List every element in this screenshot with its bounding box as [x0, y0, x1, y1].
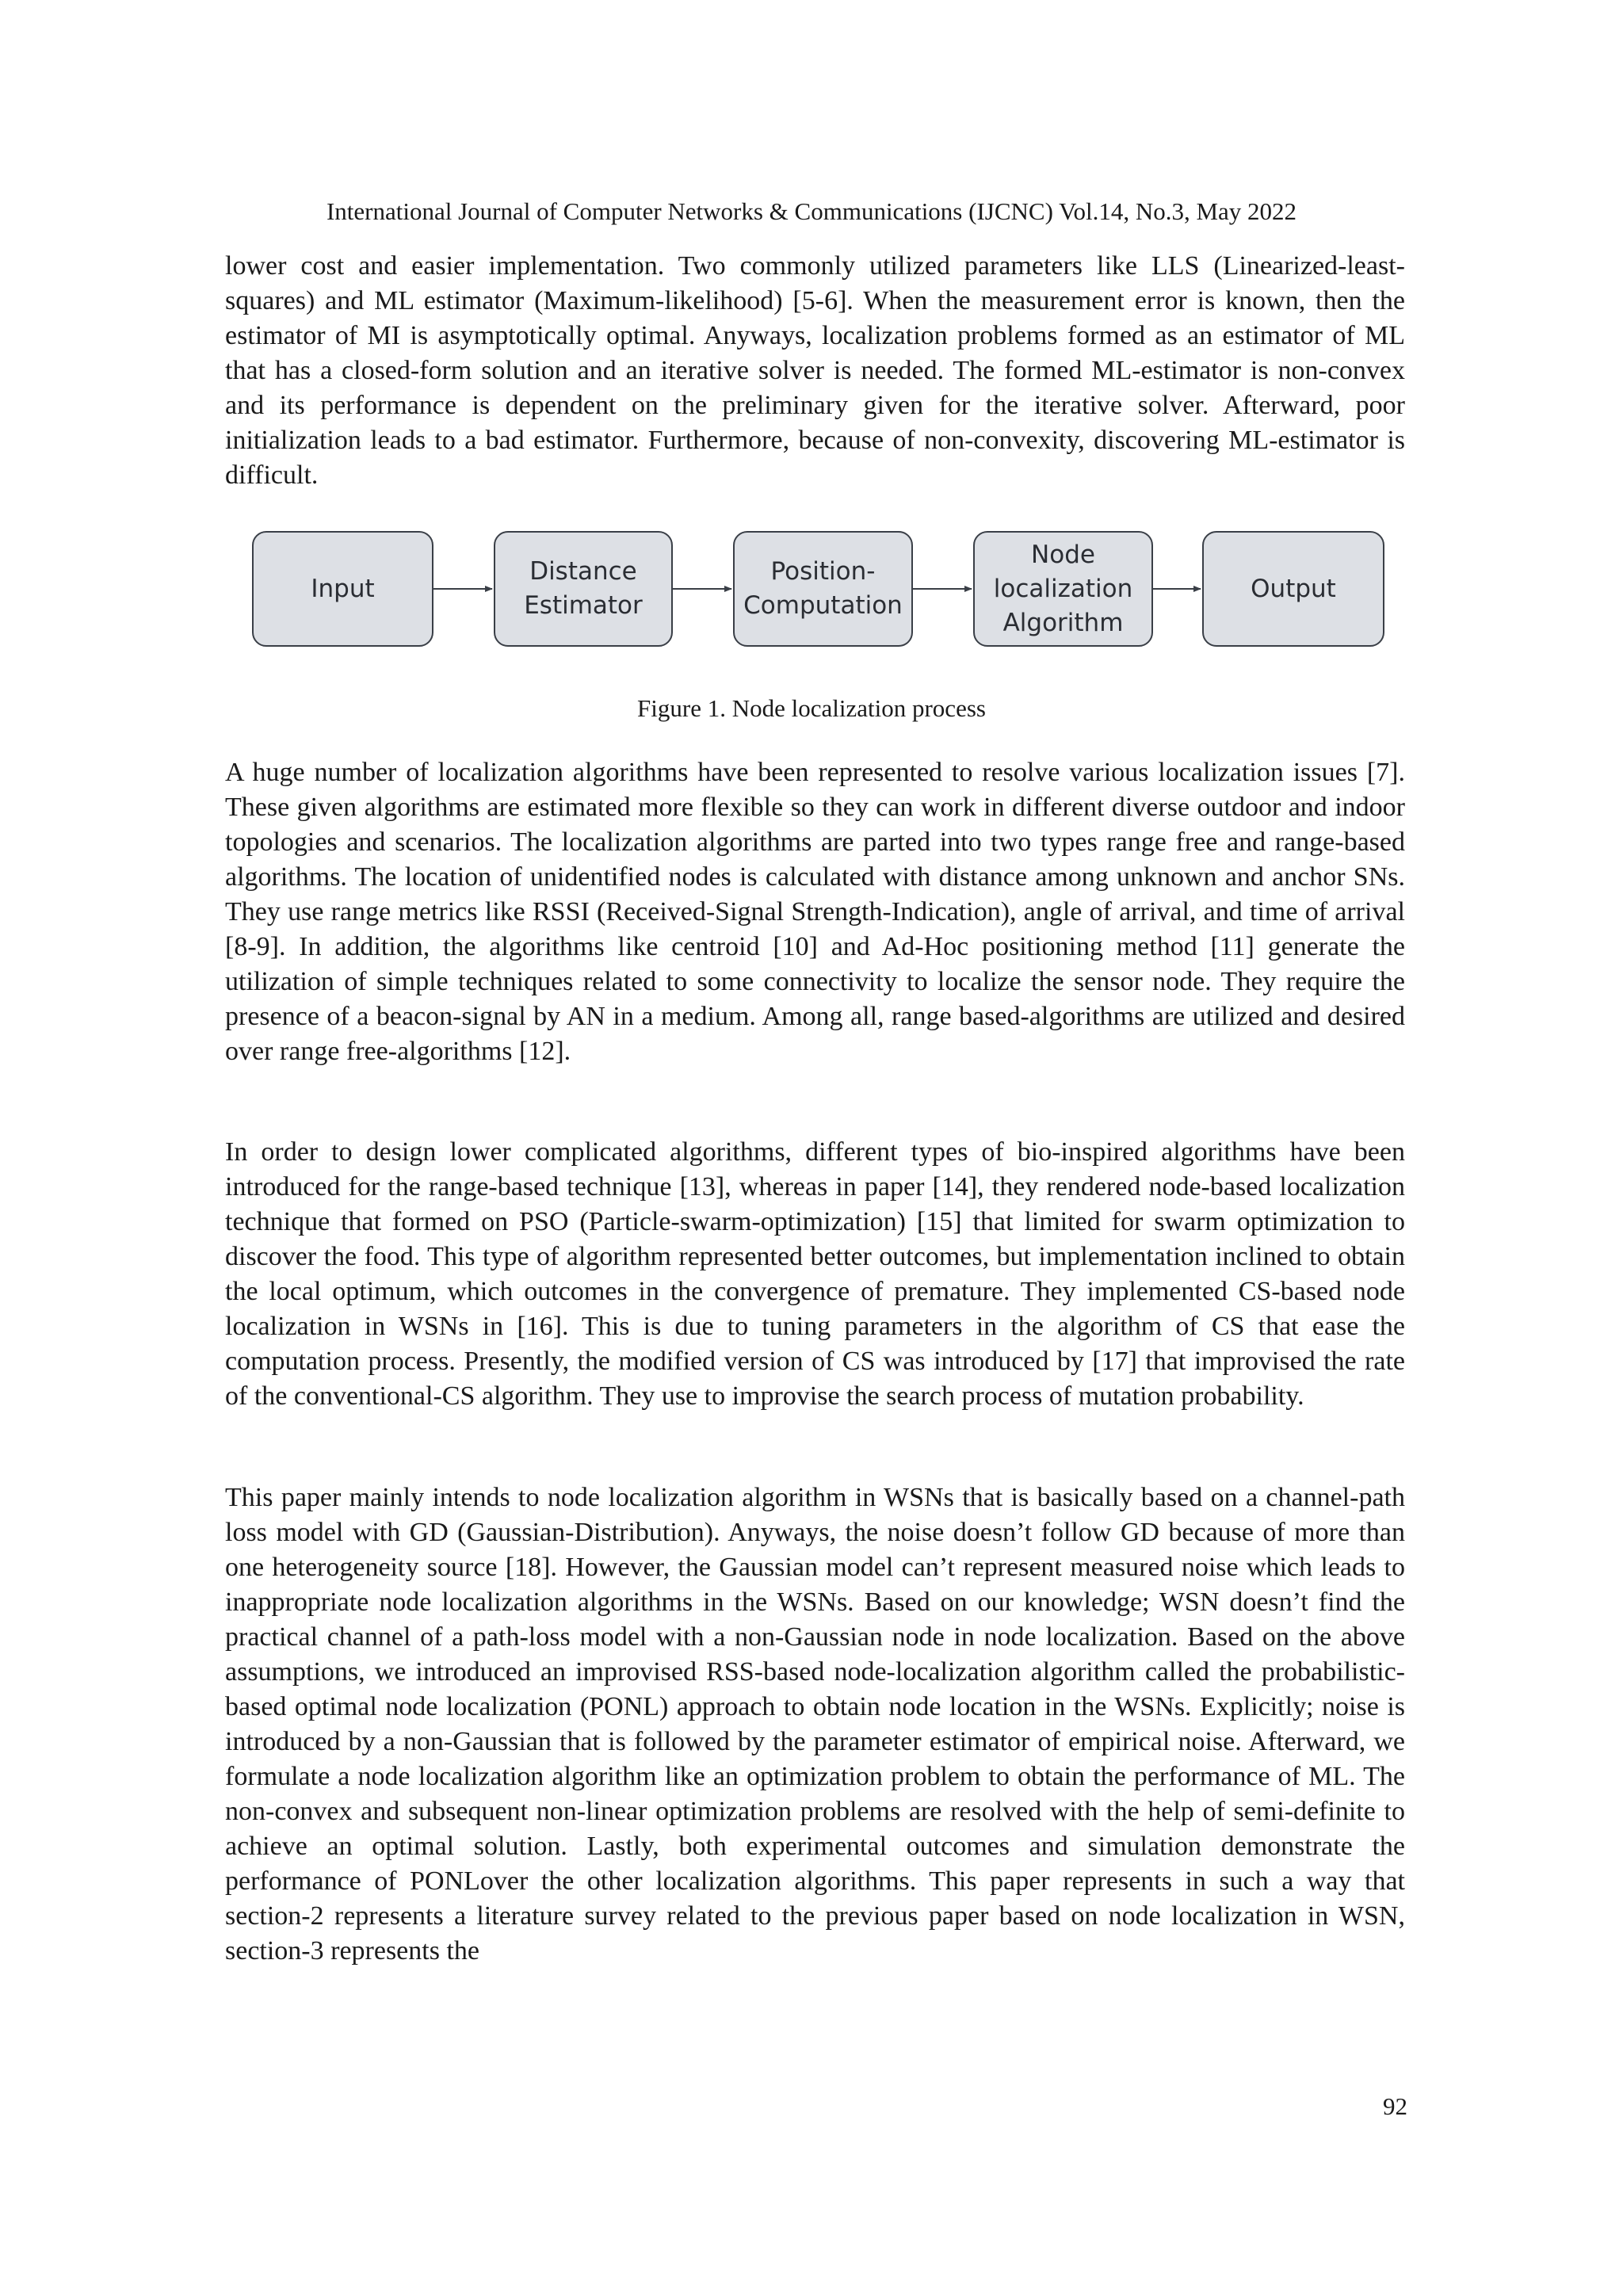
distance-estimator-box: Distance Estimator: [494, 531, 673, 647]
input-box: Input: [252, 531, 433, 647]
page-number: 92: [1383, 2092, 1407, 2120]
paragraph-2: A huge number of localization algorithms have been represented to resolve various localization issues [7]. These given algorithms are estimated more flexible so they can work in different diverse outdoor and indoor topologies and scenarios. The localization algorithms are parted into two types range free and range-based algorithms. The location of unidentified nodes is calculated with distance among unknown and anchor SNs. They use range metrics like RSSI (Received-Signal Strength-Indication), angle of arrival, and time of arrival [8-9]. In addition, the algorithms like centroid [10] and Ad-Hoc positioning method [11] generate the utilization of simple techniques related to some connectivity to localize the sensor node. They require the presence of a beacon-signal by AN in a medium. Among all, range based-algorithms are utilized and desired over range free-algorithms [12].: [225, 758, 1405, 1066]
figure-caption: Figure 1. Node localization process: [637, 694, 986, 722]
position-computation-box: Position- Computation: [733, 531, 913, 647]
journal-header: International Journal of Computer Networks & Communications (IJCNC) Vol.14, No.3, May 2022: [326, 197, 1297, 225]
paragraph-1: lower cost and easier implementation. Two commonly utilized parameters like LLS (Linearized-least-squares) and ML estimator (Maximum-likelihood) [5-6]. When the measurement error is known, then the estimator of MI is asymptotically optimal. Anyways, localization problems formed as an estimator of ML that has a closed-form solution and an iterative solver is needed. The formed ML-estimator is non-convex and its performance is dependent on the preliminary given for the iterative solver. Afterward, poor initialization leads to a bad estimator. Furthermore, because of non-convexity, discovering ML-estimator is difficult.: [225, 251, 1405, 490]
node-localization-flow-diagram: [252, 525, 1385, 653]
node-localization-algorithm-box: Node localization Algorithm: [973, 531, 1153, 647]
paragraph-4: This paper mainly intends to node localization algorithm in WSNs that is basically based on a channel-path loss model with GD (Gaussian-Distribution). Anyways, the noise doesn’t follow GD because of more than one heterogeneity source [18]. However, the Gaussian model can’t represent measured noise which leads to inappropriate node localization algorithms in the WSNs. Based on our knowledge; WSN doesn’t find the practical channel of a path-loss model with a non-Gaussian node in node localization. Based on the above assumptions, we introduced an improvised RSS-based node-localization algorithm called the probabilistic-based optimal node localization (PONL) approach to obtain node location in the WSNs. Explicitly; noise is introduced by a non-Gaussian that is followed by the parameter estimator of empirical noise. Afterward, we formulate a node localization algorithm like an optimization problem to obtain the performance of ML. The non-convex and subsequent non-linear optimization problems are resolved with the help of semi-definite to achieve an optimal solution. Lastly, both experimental outcomes and simulation demonstrate the performance of PONLover the other localization algorithms. This paper represents in such a way that section-2 represents a literature survey related to the previous paper based on node localization in WSN, section-3 represents the: [225, 1483, 1405, 1966]
paragraph-3: In order to design lower complicated algorithms, different types of bio-inspired algorithms have been introduced for the range-based technique [13], whereas in paper [14], they rendered node-based localization technique that formed on PSO (Particle-swarm-optimization) [15] that limited for swarm optimization to discover the food. This type of algorithm represented better outcomes, but implementation inclined to obtain the local optimum, which outcomes in the convergence of premature. They implemented CS-based node localization in WSNs in [16]. This is due to tuning parameters in the algorithm of CS that ease the computation process. Presently, the modified version of CS was introduced by [17] that improvised the rate of the conventional-CS algorithm. They use to improvise the search process of mutation probability.: [225, 1137, 1405, 1411]
output-box: Output: [1202, 531, 1384, 647]
